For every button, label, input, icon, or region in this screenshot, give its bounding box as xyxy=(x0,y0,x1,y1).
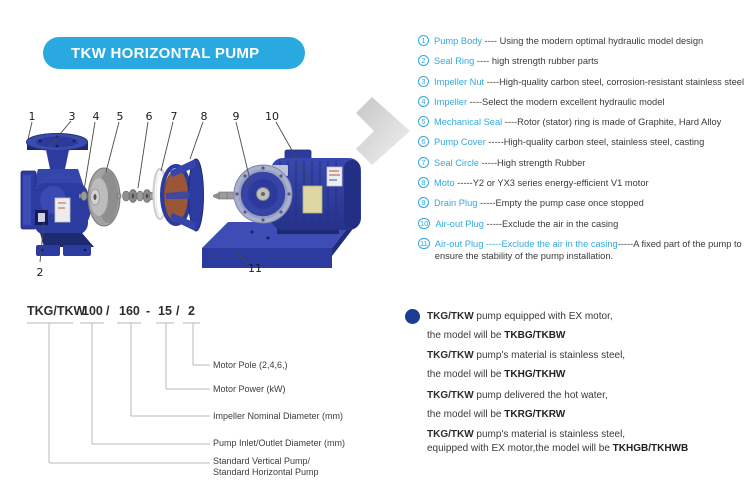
part-list-item xyxy=(418,96,754,108)
model-code-label: Standard Vertical Pump/ xyxy=(213,456,311,466)
part-description: ----High-quality carbon steel, corrosion-resistant stainless steel xyxy=(484,76,745,87)
model-code-segment: / xyxy=(176,304,180,318)
variant-intro: the model will be xyxy=(427,409,505,420)
part-list-item xyxy=(418,238,754,262)
model-code-segment: 15 xyxy=(158,304,172,318)
model-code-label: Standard Horizontal Pump xyxy=(213,467,319,477)
part-list-item xyxy=(418,177,754,189)
variant-line xyxy=(427,409,565,420)
part-number-badge: 3 xyxy=(418,76,429,87)
variant-line xyxy=(427,330,565,341)
variant-line xyxy=(427,390,608,401)
part-description: ----Select the modern excellent hydraulic model xyxy=(467,96,665,107)
part-name: Impeller xyxy=(434,96,468,107)
variant-intro: equipped with EX motor,the model will be xyxy=(427,443,613,454)
variant-line xyxy=(427,350,625,361)
page-title: TKW HORIZONTAL PUMP xyxy=(71,44,260,62)
part-callout-number: 5 xyxy=(116,110,124,123)
part-number-badge: 4 xyxy=(418,96,429,107)
brand-text: TKG/TKW xyxy=(427,390,474,401)
pump-exploded-diagram xyxy=(0,95,440,295)
part-description: -----Exclude the air in the casing xyxy=(483,218,619,229)
part-list-item xyxy=(418,218,754,230)
mechanical-seal-parts-shape xyxy=(117,190,155,203)
part-callout-number: 8 xyxy=(200,110,208,123)
model-code-label: Pump Inlet/Outlet Diameter (mm) xyxy=(213,438,346,448)
model-code-segment: 160 xyxy=(119,304,140,318)
part-number-badge: 10 xyxy=(420,218,429,228)
part-name: Moto xyxy=(434,178,455,189)
part-name: Pump Cover xyxy=(434,137,486,148)
right-arrow-icon xyxy=(356,97,410,165)
motor-shape xyxy=(234,150,361,234)
part-description: -----Y2 or YX3 series energy-efficient V1 motor xyxy=(454,178,649,189)
variant-line xyxy=(427,429,625,440)
part-list-item xyxy=(418,35,754,47)
variant-intro: the model will be xyxy=(427,369,505,380)
model-code-segment: TKG/TKW xyxy=(27,304,86,318)
part-name-extension: -----Exclude the air in the casing xyxy=(483,238,618,249)
part-list-item xyxy=(418,157,754,169)
part-number-badge: 6 xyxy=(418,136,429,147)
model-code-text: TKHGB/TKHWB xyxy=(612,443,689,454)
parts-list xyxy=(418,35,754,270)
part-callout-number: 2 xyxy=(36,266,44,279)
part-name: Air-out Plug xyxy=(434,238,484,249)
variant-description: pump's material is stainless steel, xyxy=(473,429,626,440)
part-name: Impeller Nut xyxy=(434,76,485,87)
part-number-badge: 2 xyxy=(418,55,429,66)
part-name: Pump Body xyxy=(434,36,483,46)
model-code-text: TKHG/TKHW xyxy=(504,369,566,380)
part-description: -----Empty the pump case once stopped xyxy=(477,198,644,209)
part-number-badge: 1 xyxy=(418,35,429,46)
part-callout-number: 6 xyxy=(145,110,153,123)
model-code-label: Motor Pole (2,4,6,) xyxy=(213,360,288,370)
model-code-label: Motor Power (kW) xyxy=(213,384,286,394)
part-list-item xyxy=(418,116,754,128)
model-code-tree xyxy=(0,295,400,480)
part-callout-number: 9 xyxy=(232,110,240,123)
part-list-item xyxy=(418,55,754,67)
pump-cover-shape xyxy=(162,159,204,231)
variant-intro: the model will be xyxy=(427,330,505,341)
part-description: ---- Using the modern optimal hydraulic model design xyxy=(482,36,704,46)
brand-text: TKG/TKW xyxy=(427,429,474,440)
page-title-banner xyxy=(43,37,305,69)
model-code-segment: 100 xyxy=(82,304,103,318)
variant-description: pump delivered the hot water, xyxy=(473,390,608,401)
brand-text: TKG/TKW xyxy=(427,311,474,322)
part-number-badge: 7 xyxy=(418,157,429,168)
part-description: ---- high strength rubber parts xyxy=(474,56,599,67)
bullet-icon xyxy=(405,309,420,324)
part-name: Drain Plug xyxy=(434,198,478,209)
part-number-badge: 5 xyxy=(418,116,429,127)
model-code-connector-lines xyxy=(27,323,210,463)
part-description: ----Rotor (stator) ring is made of Graphite, Hard Alloy xyxy=(502,117,722,128)
model-code-text: TKBG/TKBW xyxy=(504,330,566,341)
part-callout-number: 10 xyxy=(265,110,279,123)
model-code-segment: - xyxy=(146,304,151,318)
variant-line xyxy=(427,311,613,322)
part-list-item xyxy=(418,76,754,88)
impeller-shape xyxy=(88,168,120,226)
variant-description: pump equipped with EX motor, xyxy=(473,311,613,322)
part-callout-number: 11 xyxy=(248,262,262,275)
part-number-badge: 8 xyxy=(418,177,429,188)
part-name: Air-out Plug xyxy=(435,218,484,229)
part-callout-number: 4 xyxy=(92,110,100,123)
part-name: Seal Ring xyxy=(434,56,475,67)
part-list-item xyxy=(418,197,754,209)
model-code-label: Impeller Nominal Diameter (mm) xyxy=(213,411,344,421)
part-description: -----High-quality carbon steel, stainless steel, casting xyxy=(485,137,705,148)
part-callout-number: 1 xyxy=(28,110,36,123)
part-name: Seal Circle xyxy=(434,157,479,168)
part-callout-number: 3 xyxy=(68,110,76,123)
part-description: -----High strength Rubber xyxy=(478,157,586,168)
variant-line xyxy=(427,369,565,380)
model-code-heading xyxy=(27,304,195,318)
model-code-text: TKRG/TKRW xyxy=(504,409,566,420)
part-list-item xyxy=(418,136,754,148)
part-callout-number: 7 xyxy=(170,110,178,123)
variant-description: pump's material is stainless steel, xyxy=(473,350,626,361)
part-number-badge: 11 xyxy=(420,238,428,248)
brand-text: TKG/TKW xyxy=(427,350,474,361)
model-code-segment: / xyxy=(106,304,110,318)
part-description: -----A fixed part of the pump to ensure the stability of the pump installation. xyxy=(434,238,742,261)
model-code-segment: 2 xyxy=(188,304,195,318)
part-name: Mechanical Seal xyxy=(434,117,503,128)
part-number-badge: 9 xyxy=(418,197,429,208)
variant-line xyxy=(427,443,688,454)
